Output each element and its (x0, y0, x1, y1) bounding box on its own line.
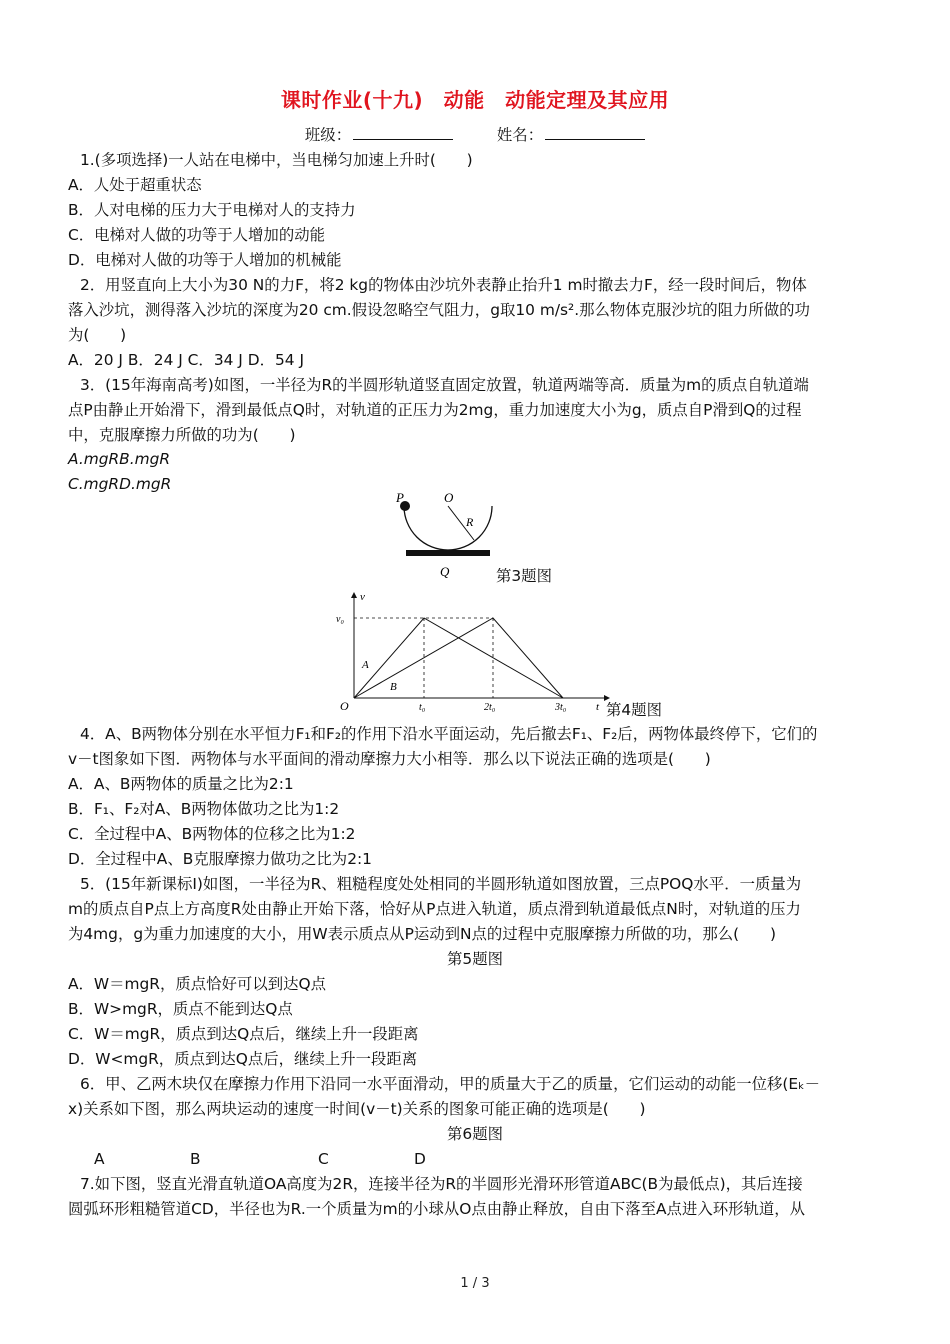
fig6-caption: 第6题图 (447, 1125, 503, 1143)
fig4-label-3t0: 3t₀ (555, 702, 567, 713)
fig4-line-b (354, 618, 563, 698)
fig3-caption: 第3题图 (496, 567, 552, 585)
fig3-label-r: R (466, 515, 474, 529)
q5-option-d: D．W<mgR，质点到达Q点后，继续上升一段距离 (68, 1050, 418, 1068)
class-blank (353, 125, 453, 140)
q2-options: A．20 J B．24 J C．34 J D．54 J (68, 351, 304, 369)
q6-choice-c: C (318, 1150, 329, 1168)
q2-line-2: 落入沙坑，测得落入沙坑的深度为20 cm.假设忽略空气阻力，g取10 m/s².那么物体克服沙坑的阻力所做的功 (68, 301, 810, 319)
q3-line-3: 中，克服摩擦力所做的功为( ) (68, 426, 296, 444)
q2-line-1: 2．用竖直向上大小为30 N的力F，将2 kg的物体由沙坑外表静止抬升1 m时撤去力F，经一段时间后，物体 (80, 276, 807, 294)
q5-option-c: C．W＝mgR，质点到达Q点后，继续上升一段距离 (68, 1025, 419, 1043)
q5-line-3: 为4mg，g为重力加速度的大小，用W表示质点从P运动到N点的过程中克服摩擦力所做的功，那么( ) (68, 925, 776, 943)
fig4-vt-graph (330, 590, 610, 720)
q1-option-a: A．人处于超重状态 (68, 176, 202, 194)
fig3-label-o: O (444, 490, 454, 505)
fig4-label-a: A (362, 659, 369, 671)
q4-option-c: C．全过程中A、B两物体的位移之比为1:2 (68, 825, 356, 843)
q4-line-2: v－t图象如下图．两物体与水平面间的滑动摩擦力大小相等．那么以下说法正确的选项是( ) (68, 750, 711, 768)
q6-line-1: 6．甲、乙两木块仅在摩擦力作用下沿同一水平面滑动，甲的质量大于乙的质量，它们运动的动能一位移(Eₖ－ (80, 1075, 821, 1093)
fig3-semicircle-track (392, 490, 502, 582)
q3-options-ab: A.mgRB.mgR (68, 450, 171, 468)
fig4-label-t: t (596, 701, 600, 713)
q7-line-2: 圆弧环形粗糙管道CD，半径也为R.一个质量为m的小球从O点由静止释放，自由下落至A点进入环形轨道，从 (68, 1200, 806, 1218)
fig4-label-v: v (360, 591, 365, 603)
name-label: 姓名： (496, 126, 544, 144)
fig4-label-b: B (390, 681, 397, 693)
page-title: 课时作业(十九) 动能 动能定理及其应用 (280, 88, 670, 112)
fig4-line-a (354, 618, 563, 698)
q1-option-b: B．人对电梯的压力大于电梯对人的支持力 (68, 201, 356, 219)
fig4-label-t0: t₀ (419, 702, 426, 713)
fig3-label-q: Q (440, 564, 450, 579)
fig3-track-arc (404, 506, 492, 550)
q6-line-2: x)关系如下图，那么两块运动的速度一时间(v－t)关系的图象可能正确的选项是( ) (68, 1100, 646, 1118)
q1-option-d: D．电梯对人做的功等于人增加的机械能 (68, 251, 342, 269)
fig4-label-v0: v₀ (336, 614, 344, 625)
page-number: 1 / 3 (460, 1276, 490, 1291)
q6-choice-a: A (94, 1150, 105, 1168)
q3-line-2: 点P由静止开始滑下，滑到最低点Q时，对轨道的正压力为2mg，重力加速度大小为g，质点自P滑到Q的过程 (68, 401, 802, 419)
q4-option-b: B．F₁、F₂对A、B两物体做功之比为1:2 (68, 800, 340, 818)
q4-line-1: 4．A、B两物体分别在水平恒力F₁和F₂的作用下沿水平面运动，先后撤去F₁、F₂后，两物体最终停下，它们的 (80, 725, 818, 743)
q5-option-a: A．W＝mgR，质点恰好可以到达Q点 (68, 975, 327, 993)
fig4-label-2t0: 2t₀ (484, 702, 496, 713)
q4-option-a: A．A、B两物体的质量之比为2:1 (68, 775, 294, 793)
fig4-caption: 第4题图 (606, 701, 662, 719)
q6-choice-d: D (414, 1150, 426, 1168)
q5-line-2: m的质点自P点上方高度R处由静止开始下落，恰好从P点进入轨道，质点滑到轨道最低点N时，对轨道的压力 (68, 900, 801, 918)
q1-option-c: C．电梯对人做的功等于人增加的动能 (68, 226, 325, 244)
fig5-caption: 第5题图 (447, 950, 503, 968)
q3-options-cd: C.mgRD.mgR (68, 475, 172, 493)
q2-line-3: 为( ) (68, 326, 127, 344)
q7-line-1: 7.如下图，竖直光滑直轨道OA高度为2R，连接半径为R的半圆形光滑环形管道ABC(B为最低点)，其后连接 (80, 1175, 803, 1193)
name-blank (545, 125, 645, 140)
q6-choice-row (94, 1149, 912, 1169)
fig3-ground-bar (406, 550, 490, 556)
q5-option-b: B．W>mgR，质点不能到达Q点 (68, 1000, 293, 1018)
student-info-row (0, 125, 950, 145)
fig4-v-arrow (351, 592, 357, 598)
q1-stem: 1.(多项选择)一人站在电梯中，当电梯匀加速上升时( ) (80, 151, 473, 169)
q5-line-1: 5．(15年新课标Ⅰ)如图，一半径为R、粗糙程度处处相同的半圆形轨道如图放置，三点POQ水平．一质量为 (80, 875, 802, 893)
fig3-label-p: P (396, 490, 404, 505)
class-label: 班级： (304, 126, 352, 144)
q6-choice-b: B (190, 1150, 201, 1168)
q3-line-1: 3．(15年海南高考)如图，一半径为R的半圆形轨道竖直固定放置，轨道两端等高．质量为m的质点自轨道端 (80, 376, 809, 394)
fig4-label-origin: O (340, 699, 349, 713)
q4-option-d: D．全过程中A、B克服摩擦力做功之比为2:1 (68, 850, 372, 868)
